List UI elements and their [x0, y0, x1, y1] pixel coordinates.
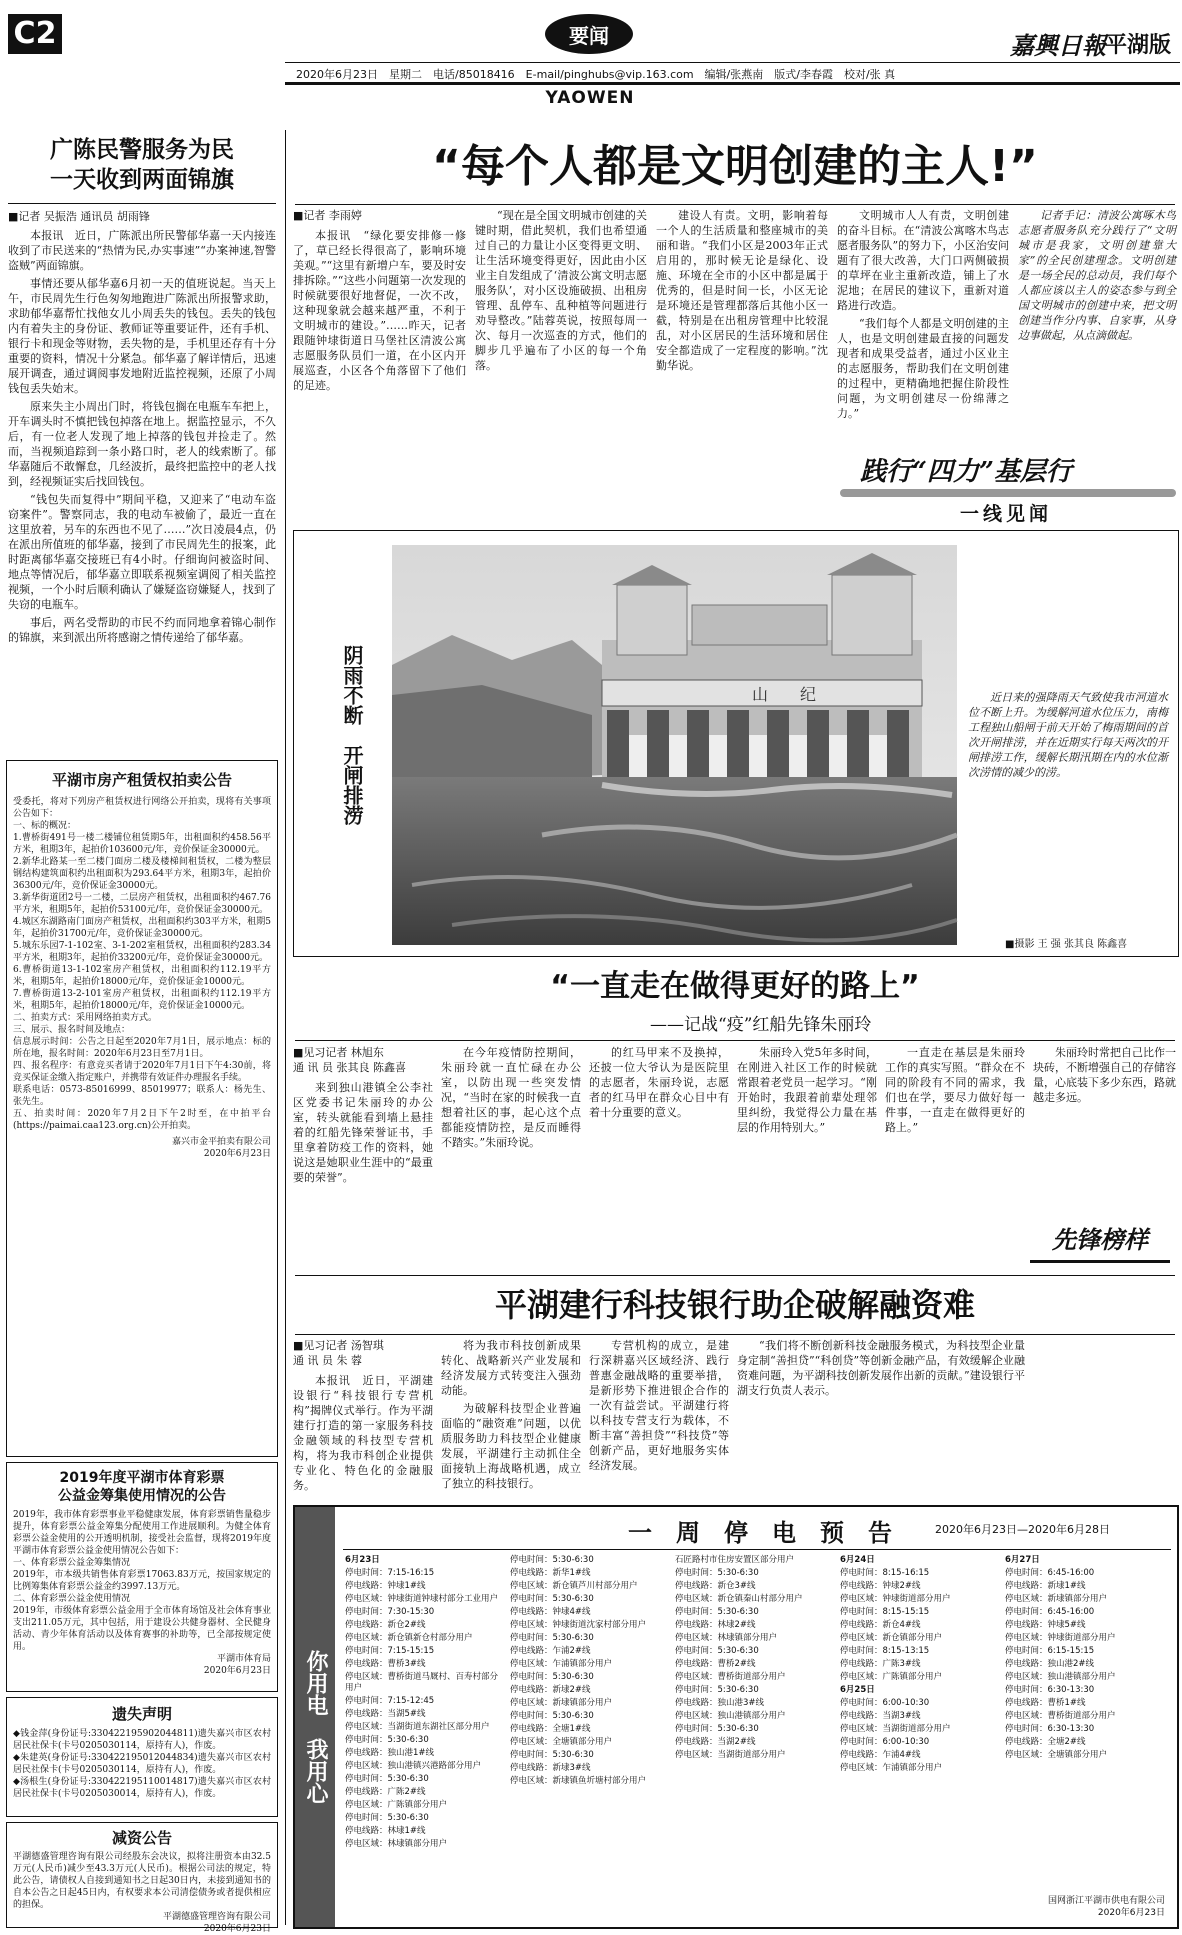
paragraph: 朱丽玲时常把自己比作一块砖，不断增强自己的存储容量，心底装下多少东西，路就越走多远。: [1033, 1046, 1176, 1104]
outage-line: 停电线路：钟埭2#线: [840, 1581, 921, 1591]
notice-line: 2019年，我市体育彩票事业平稳健康发展，体育彩票销售量稳步提升，体育彩票公益金筹集分配使用工作进展顺利。为健全体育彩票公益金使用的公开透明机制，接受社会监督，现将2019年度平湖市体育彩票公益金使用情况公告如下：: [13, 1510, 271, 1556]
left-story: [8, 135, 276, 748]
notice-body: [7, 1851, 277, 1935]
bank-title: 平湖建行科技银行助企破解融资难: [494, 1286, 975, 1324]
outage-line: 停电时间：6:15-15:15: [1005, 1646, 1095, 1656]
series-logo: [840, 445, 1176, 527]
outage-line: 停电区域：新埭镇鱼圻塘村部分用户: [510, 1776, 647, 1786]
outage-line: 停电时间：6:45-16:00: [1005, 1607, 1095, 1617]
masthead-rule-bottom: [285, 82, 1180, 85]
outage-line: 停电时间：5:30-6:30: [510, 1555, 594, 1565]
outage-col-3: [675, 1555, 833, 1925]
outage-line: 停电区域：乍浦镇部分用户: [840, 1763, 943, 1773]
notice-line: 2019年，市级体育彩票公益金用于全市体育场馆及社会体育事业支出211.05万元，其中包括，用于建设公共健身器材、全民健身活动、青少年体育活动以及体育赛事的补助等，已全部按规定使用。: [13, 1606, 271, 1652]
outage-line: 停电时间：5:30-6:30: [510, 1672, 594, 1682]
outage-line: 停电线路：独山港1#线: [345, 1748, 435, 1758]
outage-dates: 2020年6月23日—2020年6月28日: [935, 1523, 1110, 1536]
bank-col-1: [293, 1338, 433, 1498]
masthead: [0, 0, 1182, 108]
paragraph: 原来失主小周出门时，将钱包搁在电瓶车车把上，开车调头时不慎把钱包掉落在地上。据监控显示，不久后，有一位老人发现了地上掉落的钱包并捡走了。然而，当视频追踪到一条小路口时，老人的线索断了。郁华嘉随后不敢懈怠，几经波折，最终把监控中的老人找到，经视频证实后找回钱包。: [8, 400, 276, 488]
notice-line: ◆朱建英(身份证号:330422195012044834)遗失嘉兴市区农村居民社保卡(卡号0205030114，原持有人)，作废。: [13, 1753, 271, 1775]
notice-line: 受委托，将对下列房产租赁权进行网络公开拍卖，现将有关事项公告如下：: [13, 797, 271, 819]
outage-line: 停电区域：曹桥街道部分用户: [1005, 1711, 1116, 1721]
notice-line: 五、拍卖时间：2020年7月2日下午2时至，在中拍平台(https://paimai.caa123.org.cn)公开拍卖。: [13, 1109, 271, 1131]
series-logo-subtitle: 一线见闻: [960, 503, 1053, 525]
outage-line: 停电时间：7:15-12:45: [345, 1696, 435, 1706]
outage-line: 停电区域：独山港镇部分用户: [675, 1711, 786, 1721]
outage-line: 停电时间：6:00-10:30: [840, 1698, 930, 1708]
notice-line: 一、标的概况：: [13, 821, 77, 831]
left-story-body: [8, 228, 276, 748]
left-story-rule: [8, 203, 276, 204]
bank-col-4: [737, 1338, 1025, 1498]
outage-line: 停电线路：全塘1#线: [510, 1724, 591, 1734]
outage-col-2: [510, 1555, 668, 1925]
outage-line: 停电线路：林埭2#线: [675, 1620, 756, 1630]
outage-line: 停电区域：当湖街道东湖社区部分用户: [345, 1722, 490, 1732]
outage-line: 停电线路：钟埭4#线: [510, 1607, 591, 1617]
flood-gate-photo: [392, 545, 957, 945]
page-code: C2: [8, 14, 62, 54]
outage-line: 停电线路：曹桥1#线: [1005, 1698, 1086, 1708]
notice-line: 3.新华街道团2号一二楼，二层房产租赁权，出租面积约467.76平方米，租期5年，起拍价53100元/年，竞价保证金30000元。: [13, 893, 271, 915]
outage-line: 停电时间：6:45-16:00: [1005, 1568, 1095, 1578]
gate-sign-text: 山 纪: [752, 685, 817, 704]
paragraph: 一直走在基层是朱丽玲工作的真实写照。“群众在不同的阶段有不同的需求，我们也在学，要尽力做好每一件事，一直走在做得更好的路上。”: [885, 1046, 1025, 1134]
outage-line: 停电线路：全塘2#线: [1005, 1737, 1086, 1747]
notice-line: 6.曹桥街道13-1-102室房产租赁权，出租面积约112.19平方米，租期5年，起拍价18000元/年，竞价保证金10000元。: [13, 965, 271, 987]
notice-line: 平湖德盛管理咨询有限公司经股东会决议，拟将注册资本由32.5万元(人民币)减少至43.3万元(人民币)。根据公司法的规定，特此公告，请债权人自接到通知书之日起30日内，未接到通知书的自本公告之日起45日内，有权要求本公司清偿债务或者提供相应的担保。: [13, 1852, 271, 1910]
outage-line: 停电时间：7:15-15:15: [345, 1646, 435, 1656]
notice-capital: [6, 1822, 278, 1934]
outage-line: 停电时间：8:15-13:15: [840, 1646, 930, 1656]
outage-line: 停电区域：广陈镇部分用户: [840, 1672, 943, 1682]
notice-line: 4.城区东湖路南门面房产租赁权，出租面积约303平方米，租期5年，起拍价31700元/年，竞价保证金30000元。: [13, 917, 271, 939]
outage-side-label: 你用电 我用心: [303, 1650, 328, 1804]
outage-line: 停电时间：5:30-6:30: [675, 1646, 759, 1656]
outage-line: 停电区域：新仓镇部分用户: [840, 1633, 943, 1643]
paragraph: “钱包失而复得中”期间平稳，又迎来了“电动车盗窃案件”。警察同志，我的电动车被偷了，最近一直在这里放着，另车的东西也不见了……”次日凌晨4点，仍在派出所值班的郁华嘉，接到了市民周先生的报案，此时距离郁华嘉交接班已有4小时。仔细询问被盗时间、地点等情况后，郁华嘉立即联系视频室调阅了相关监控视频，一个小时后顺利确认了嫌疑盗窃嫌疑人，找到了失窃的电瓶车。: [8, 493, 276, 611]
masthead-rule-top: [285, 62, 1180, 63]
notice-title: 遗失声明: [111, 1705, 172, 1723]
paragraph: “现在是全国文明城市创建的关键时期，借此契机，我们也希望通过自己的力量让小区变得更文明、让生活环境变得更好，因此由小区业主自发组成了‘清波公寓文明志愿服务队’，对小区设施破损、出租房管理、乱停车、乱种植等问题进行劝导整改。”陆蓉英说，按照每周一次、每月一次巡查的方式，他们的脚步几乎遍布了小区的每一个角落。: [475, 209, 647, 372]
outage-line: 停电时间：5:30-6:30: [345, 1774, 429, 1784]
paragraph: “我们每个人都是文明创建的主人，也是文明创建最直接的问题发现者和成果受益者，通过小区业主的志愿服务，帮助我们在文明创建的过程中，更精确地把握住阶段性问题，为文明创建尽一份绵薄之力。”: [837, 317, 1009, 420]
pioneer-badge: 先锋榜样: [1030, 1220, 1170, 1263]
paragraph: 在今年疫情防控期间，朱丽玲就一直忙碌在办公室，以防出现一些突发情况，“当时在家的时候我一直想着社区的事，起心这个点都能疫情防控，是反而睡得不踏实。”朱丽玲说。: [441, 1046, 581, 1149]
outage-line: 停电线路：新埭2#线: [510, 1685, 591, 1695]
profile-byline: ■见习记者 林旭东 通 讯 员 张其良 陈鑫喜: [293, 1046, 406, 1074]
outage-line: 停电线路：曹桥2#线: [675, 1659, 756, 1669]
paragraph: 为破解科技型企业普遍面临的“融资难”问题，以优质服务助力科技型企业健康发展，平湖建行主动抓住全面接轨上海战略机遇，成立了独立的科技银行。: [441, 1402, 581, 1490]
outage-line: 停电线路：广陈2#线: [345, 1787, 426, 1797]
notice-signoff: 平湖德盛管理咨询有限公司 2020年6月23日: [162, 1912, 271, 1934]
outage-line: 停电区域：新埭镇部分用户: [1005, 1594, 1108, 1604]
outage-line: 停电区域：钟埭街道部分用户: [840, 1594, 951, 1604]
outage-line: 石匠路村市住房安置区部分用户: [675, 1555, 795, 1565]
edition: 平湖版: [1105, 32, 1172, 58]
notice-line: 一、体育彩票公益金筹集情况: [13, 1558, 131, 1568]
outage-line: 停电区域：当湖街道部分用户: [840, 1724, 951, 1734]
outage-line: 停电线路：当湖3#线: [840, 1711, 921, 1721]
outage-line: 停电时间：6:30-13:30: [1005, 1685, 1095, 1695]
outage-line: 停电区域：新埭镇部分用户: [510, 1698, 613, 1708]
series-logo-title: 践行“四力”基层行: [860, 457, 1072, 487]
outage-line: 停电线路：新埭1#线: [1005, 1581, 1086, 1591]
outage-line: 停电时间：8:15-16:15: [840, 1568, 930, 1578]
outage-line: 6月27日: [1005, 1555, 1040, 1565]
section-name: 要闻: [569, 24, 609, 48]
outage-line: 停电时间：5:30-6:30: [510, 1633, 594, 1643]
outage-line: 停电线路：钟埭1#线: [345, 1581, 426, 1591]
notice-body: [7, 1509, 277, 1677]
notice-line: 2019年，市本级共销售体育彩票17063.83万元，按国家规定的比例筹集体育彩票公益金约3997.13万元。: [13, 1570, 271, 1592]
paragraph: 事后，两名受帮助的市民不约而同地拿着锦心制作的锦旗，来到派出所将感谢之情传递给了郁华嘉。: [8, 616, 276, 644]
paragraph: 本报讯 近日，平湖建设银行“科技银行专营机构”揭牌仪式举行。作为平湖建行打造的第一家服务科技金融领域的科技型专营机构，将为我市科创企业提供专业化、特色化的金融服务。: [293, 1374, 433, 1492]
outage-line: 停电区域：曹桥街道马厩村、百寿村部分用户: [345, 1672, 499, 1693]
outage-line: 停电线路：林埭1#线: [345, 1826, 426, 1836]
left-story-title: 广陈民警服务为民 一天收到两面锦旗: [50, 137, 234, 193]
notice-signoff: 平湖市体育局 2020年6月23日: [203, 1654, 271, 1676]
outage-line: 停电时间：5:30-6:30: [675, 1724, 759, 1734]
outage-col-1: [345, 1555, 503, 1925]
lead-col-1: [293, 208, 466, 520]
outage-line: 停电区域：乍浦镇部分用户: [510, 1659, 613, 1669]
outage-line: 停电时间：5:30-6:30: [345, 1735, 429, 1745]
outage-line: 停电线路：新仓4#线: [840, 1620, 921, 1630]
lead-col-2: [475, 208, 647, 520]
outage-line: 停电区域：广陈镇部分用户: [345, 1800, 448, 1810]
outage-line: 停电区域：新仓镇芦川村部分用户: [510, 1581, 638, 1591]
left-column-rule: [285, 130, 286, 1925]
outage-line: 停电线路：乍浦2#线: [510, 1646, 591, 1656]
outage-line: 6月25日: [840, 1685, 875, 1695]
paragraph: 专营机构的成立，是建行深耕嘉兴区域经济、践行普惠金融战略的重要举措，是新形势下推进银企合作的一次有益尝试。平湖建行将以科技专营支行为载体，不断丰富“善担贷”“科技贷”等创新产品，更好地服务实体经济发展。: [589, 1339, 729, 1472]
profile-col-4: [737, 1045, 877, 1270]
notice-title: 减资公告: [111, 1829, 172, 1847]
bank-col-2: [441, 1338, 581, 1498]
flood-gate-image: [392, 545, 957, 945]
photo-caption-text: 近日来的强降雨天气致使我市河道水位不断上升。为缓解河道水位压力，南梅工程独山船闸于前天开始了梅雨期间的首次开闸排涝，并在近期实行每天两次的开闸排涝工作，缓解长期汛期在内的水位渐次涝情的减少的涝。: [968, 691, 1168, 779]
profile-subtitle: ——记战“疫”红船先锋朱丽玲: [650, 1015, 872, 1035]
series-logo-brush: [840, 489, 1176, 497]
paragraph: 的红马甲来不及换掉，还披一位大爷认为是医院里的志愿者，朱丽玲说，志愿者的红马甲在群众心目中有着十分重要的意义。: [589, 1046, 729, 1119]
outage-line: 停电区域：钟埭街道钟埭村部分工业用户: [345, 1594, 499, 1604]
profile-col-5: [885, 1045, 1025, 1270]
outage-line: 停电区域：钟埭街道沈家村部分用户: [510, 1620, 647, 1630]
notice-lost: [6, 1697, 278, 1817]
photo-caption: [968, 690, 1168, 840]
outage-line: 停电区域：新仓镇秦山村部分用户: [675, 1594, 803, 1604]
outage-line: 停电时间：5:30-6:30: [510, 1594, 594, 1604]
left-story-byline: ■记者 吴振浩 通讯员 胡雨锋: [8, 210, 150, 223]
outage-line: 停电时间：5:30-6:30: [510, 1711, 594, 1721]
outage-rule: [343, 1549, 1171, 1550]
outage-line: 停电区域：独山港镇部分用户: [1005, 1672, 1116, 1682]
paragraph: 朱丽玲入党5年多时间，在刚进入社区工作的时候就常跟着老党员一起学习。“刚开始时，我跟着前辈处理邻里纠纷，我觉得公力量在基层的作用特别大。”: [737, 1046, 877, 1134]
profile-col-6: [1033, 1045, 1176, 1205]
notice-line: 三、展示、报名时间及地点：: [13, 1025, 131, 1035]
notice-title: 平湖市房产租赁权拍卖公告: [51, 771, 232, 789]
notice-title: 2019年度平湖市体育彩票 公益金筹集使用情况的公告: [58, 1470, 226, 1504]
profile-col-3: [589, 1045, 729, 1270]
outage-line: 停电线路：乍浦4#线: [840, 1750, 921, 1760]
outage-line: 停电时间：5:30-6:30: [510, 1750, 594, 1760]
dateline: 2020年6月23日 星期二 电话/85018416 E-mail/pinghubs@vip.163.com 编辑/张燕南 版式/李春霞 校对/张 真: [296, 68, 896, 81]
outage-line: 停电区域：林埭镇部分用户: [675, 1633, 778, 1643]
paragraph: 本报讯 近日，广陈派出所民警郁华嘉一天内接连收到了市民送来的“热情为民,办实事速”“办案神速,智警盗贼”两面锦旗。: [8, 229, 276, 272]
outage-line: 停电线路：广陈3#线: [840, 1659, 921, 1669]
paragraph: 将为我市科技创新成果转化、战略新兴产业发展和经济发展方式转变注入强劲动能。: [441, 1339, 581, 1397]
outage-line: 停电时间：5:30-6:30: [675, 1607, 759, 1617]
outage-line: 6月23日: [345, 1555, 380, 1565]
paper-name: 嘉興日報: [1010, 31, 1106, 60]
notice-line: 5.城东乐园7-1-102室、3-1-202室租赁权，出租面积约283.34平方米，租期3年，起拍价33200元/年，竞价保证金30000元。: [13, 941, 271, 963]
notice-line: 联系电话：0573-85016999、85019977；联系人：杨先生、张先生。: [13, 1085, 271, 1107]
notice-line: 1.曹桥街491号一楼二楼铺位租赁期5年，出租面积约458.56平方米，租期3年，起拍价103600元/年，竞价保证金30000元。: [13, 833, 271, 855]
notice-line: ◆钱金萍(身份证号:330422195902044811)遗失嘉兴市区农村居民社保卡(卡号0205030114，原持有人)，作废。: [13, 1729, 271, 1751]
lead-col-5: [1018, 208, 1176, 448]
outage-line: 停电时间：5:30-6:30: [675, 1568, 759, 1578]
outage-line: 停电线路：当湖2#线: [675, 1737, 756, 1747]
outage-line: 停电区域：独山港镇兴港路部分用户: [345, 1761, 482, 1771]
lead-story-byline: ■记者 李雨婷: [293, 209, 362, 222]
outage-line: 停电线路：独山港3#线: [675, 1698, 765, 1708]
bank-col-3: [589, 1338, 729, 1498]
outage-line: 停电时间：7:15-16:15: [345, 1568, 435, 1578]
bank-rule: [295, 1334, 1175, 1335]
outage-line: 停电线路：新华1#线: [510, 1568, 591, 1578]
notice-line: 信息展示时间：公告之日起至2020年7月1日，展示地点：标的所在地，报名时间：2020年6月23日至7月1日。: [13, 1037, 271, 1059]
outage-line: 停电时间：6:00-10:30: [840, 1737, 930, 1747]
outage-line: 停电时间：5:30-6:30: [675, 1685, 759, 1695]
outage-footer: 国网浙江平湖市供电有限公司 2020年6月23日: [1047, 1896, 1165, 1918]
paragraph: 建设人有责。文明，影响着每一个人的生活质量和整座城市的美丽和谐。“我们小区是2003年正式启用的，那时候无论是绿化、设施、环境在全市的小区中都是属于优秀的，但是时间一长，小区无论是环境还是管理都落后其他小区一截，特别是在出租房管理中比较混乱，对小区居民的生活环境和居住安全都造成了一定程度的影响。”沈勤华说。: [656, 209, 828, 372]
notice-body: [7, 796, 277, 1160]
outage-line: 停电线路：新埭3#线: [510, 1763, 591, 1773]
notice-signoff: 嘉兴市金平拍卖有限公司 2020年6月23日: [171, 1137, 271, 1159]
profile-rule: [295, 1040, 1175, 1041]
paragraph: 记者手记：清波公寓啄木鸟志愿者服务队充分践行了“文明城市是我家，文明创建靠大家”的全民创建理念。文明创建是一场全民的总动员，我们每个人都应该以主人的姿态参与到全国文明城市的创建中来，把文明创建当作分内事、自家事，从身边事做起，从点滴做起。: [1018, 209, 1176, 342]
outage-title: 一 周 停 电 预 告: [628, 1519, 892, 1547]
outage-line: 停电时间：5:30-6:30: [345, 1813, 429, 1823]
notice-line: 四、报名程序：有意竞买者请于2020年7月1日下午4:30前，将竞买保证金缴入指定账户，并携带有效证件办理报名手续。: [13, 1061, 271, 1083]
outage-line: 停电线路：独山港2#线: [1005, 1659, 1095, 1669]
bank-rule-top: [295, 1275, 1175, 1276]
outage-line: 停电时间：6:30-13:30: [1005, 1724, 1095, 1734]
outage-line: 停电区域：钟埭街道部分用户: [1005, 1633, 1116, 1643]
outage-line: 停电区域：新仓镇新仓村部分用户: [345, 1633, 473, 1643]
paragraph: 文明城市人人有责，文明创建的奋斗目标。在“清波公寓喀木鸟志愿者服务队”的努力下，小区治安问题有了很大改善，大门口两侧破损的草坪在业主重新改造，铺上了水泥地；在居民的建议下，重新对道路进行改造。: [837, 209, 1009, 312]
notice-lottery: [6, 1462, 278, 1692]
outage-col-5: [1005, 1555, 1170, 1895]
outage-line: 停电线路：钟埭5#线: [1005, 1620, 1086, 1630]
photo-credit: ■摄影 王 强 张其良 陈鑫喜: [1005, 939, 1128, 950]
photo-headline: 阴雨不断 开闸排涝: [340, 645, 364, 825]
outage-line: 停电区域：当湖街道部分用户: [675, 1750, 786, 1760]
outage-line: 停电区域：林埭镇部分用户: [345, 1839, 448, 1849]
profile-title: “一直走在做得更好的路上”: [550, 969, 920, 1004]
section-en: YAOWEN: [530, 88, 650, 108]
profile-col-1: [293, 1045, 433, 1270]
outage-line: 停电时间：7:30-15:30: [345, 1607, 435, 1617]
outage-line: 停电区域：全塘镇部分用户: [510, 1737, 613, 1747]
lead-story-rule: [295, 204, 1175, 205]
notice-body: [7, 1728, 277, 1800]
outage-line: 停电时间：8:15-15:15: [840, 1607, 930, 1617]
outage-box: [293, 1505, 1179, 1929]
outage-line: 停电线路：新仓2#线: [345, 1620, 426, 1630]
outage-line: 停电线路：新仓3#线: [675, 1581, 756, 1591]
notice-line: ◆汤根生(身份证号:330422195110014817)遗失嘉兴市区农村居民社保卡(卡号0205030014，原持有人)，作废。: [13, 1777, 271, 1799]
outage-line: 停电线路：曹桥3#线: [345, 1659, 426, 1669]
paragraph: “我们将不断创新科技金融服务模式，为科技型企业量身定制“善担贷”“科创贷”等创新金融产品，有效缓解企业融资难问题，为平湖科技创新发展作出新的贡献。”建设银行平湖支行负责人表示。: [737, 1339, 1025, 1397]
notice-line: 二、体育彩票公益金使用情况: [13, 1594, 131, 1604]
outage-line: 停电区域：曹桥街道部分用户: [675, 1672, 786, 1682]
paragraph: 本报讯 “绿化要安排修一修了，草已经长得很高了，影响环境美观。”“这里有新增户车，要及时安排拆除。”“这些小问题第一次发现的时候就要很好地督促，一次不改，这种现象就会越来越严重，不利于文明城市的建设。”……昨天，记者跟随钟埭街道日马堡社区清波公寓志愿服务队员们一道，在小区内开展巡查，小区各个角落留下了他们的足迹。: [293, 229, 466, 392]
paragraph: 来到独山港镇全公李社区党委书记朱丽玲的办公室，转头就能看到墙上悬挂着的红船先锋荣誉证书，手里拿着防疫工作的资料，她说这是她职业生涯中的“最重要的荣誉”。: [293, 1081, 433, 1184]
outage-line: 停电区域：全塘镇部分用户: [1005, 1750, 1108, 1760]
paragraph: 事情还要从郁华嘉6月初一天的值班说起。当天上午，市民周先生行色匆匆地跑进广陈派出所报警求助，求助郁华嘉帮忙找他女儿小周丢失的钱包。丢失的钱包内有着失主的身份证、教师证等重要证件，还有手机、银行卡和现金等财物，丢失物的是，手机里还存有十分重要的资料，情况十分紧急。郁华嘉了解详情后，迅速展开调查，通过调阅事发地附近监控视频，还原了小周钱包丢失始末。: [8, 277, 276, 395]
notice-line: 2.新华北路某一至二楼门面房二楼及楼梯间租赁权，二楼为整层钢结构建筑面积约出租面积为293.64平方米，租期3年，起拍价36300元/年，竞价保证金30000元。: [13, 857, 271, 891]
lead-col-3: [656, 208, 828, 520]
notice-line: 二、拍卖方式：采用网络拍卖方式。: [13, 1013, 158, 1023]
profile-col-2: [441, 1045, 581, 1270]
lead-story-title: “每个人都是文明创建的主人!”: [432, 141, 1038, 192]
notice-auction: [6, 760, 278, 1457]
outage-col-4: [840, 1555, 998, 1925]
notice-line: 7.曹桥街道13-2-101室房产租赁权，出租面积约112.19平方米，租期5年，起拍价18000元/年，竞价保证金10000元。: [13, 989, 271, 1011]
outage-line: 6月24日: [840, 1555, 875, 1565]
outage-line: 停电线路：当湖5#线: [345, 1709, 426, 1719]
bank-byline: ■见习记者 汤智琪 通 讯 员 朱 蓉: [293, 1339, 384, 1367]
